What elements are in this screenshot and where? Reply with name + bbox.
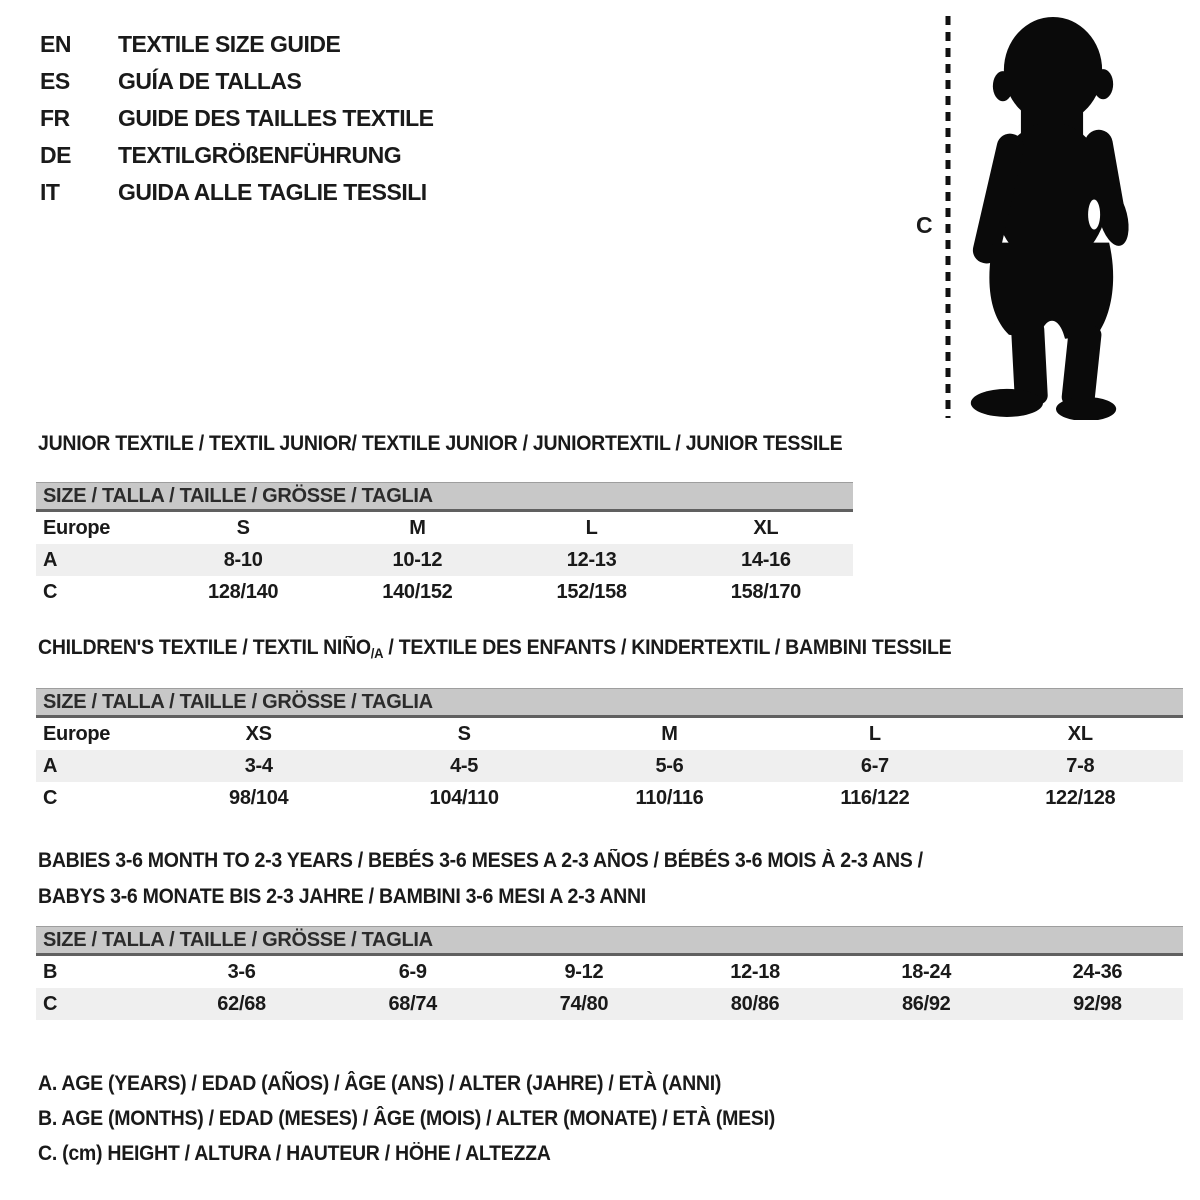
months-cell: 24-36 [1072, 960, 1123, 983]
age-cell: 6-7 [860, 754, 889, 777]
size-cell: XL [1067, 722, 1093, 745]
height-cell: 68/74 [388, 992, 438, 1015]
height-cell: 128/140 [208, 580, 279, 603]
row-label: Europe [43, 516, 111, 539]
language-code: EN [40, 31, 71, 57]
size-cell: L [868, 722, 881, 745]
language-row [40, 100, 434, 137]
babies-section-heading [38, 843, 923, 915]
size-cell: L [585, 516, 598, 539]
children-heading-text: CHILDREN'S TEXTILE / TEXTIL NIÑO [38, 636, 371, 659]
height-label-c: C [916, 212, 933, 238]
months-cell: 6-9 [398, 960, 427, 983]
height-cell: 74/80 [559, 992, 609, 1015]
table-row-height [36, 782, 1183, 814]
age-cell: 14-16 [741, 548, 791, 571]
language-title: TEXTILGRÖßENFÜHRUNG [118, 142, 402, 168]
table-row-age [36, 544, 853, 576]
height-cell: 86/92 [901, 992, 951, 1015]
age-cell: 4-5 [450, 754, 479, 777]
babies-table-header: SIZE / TALLA / TAILLE / GRÖSSE / TAGLIA [36, 926, 1183, 956]
row-label: A [43, 754, 58, 777]
months-cell: 3-6 [227, 960, 256, 983]
age-cell: 3-4 [244, 754, 273, 777]
age-cell: 5-6 [655, 754, 684, 777]
height-cell: 116/122 [840, 786, 910, 809]
height-cell: 140/152 [382, 580, 453, 603]
size-cell: S [236, 516, 250, 539]
legend-note-b: B. AGE (MONTHS) / EDAD (MESES) / ÂGE (MOIS) / ALTER (MONATE) / ETÀ (MESI) [38, 1107, 775, 1130]
children-table-header: SIZE / TALLA / TAILLE / GRÖSSE / TAGLIA [36, 688, 1183, 718]
children-size-table [36, 688, 1183, 814]
age-cell: 12-13 [566, 548, 617, 571]
table-row-europe [36, 512, 853, 544]
height-cell: 62/68 [217, 992, 266, 1015]
height-measure-line [944, 14, 952, 425]
table-row-months [36, 956, 1183, 988]
row-label: C [43, 992, 58, 1015]
babies-heading-line1: BABIES 3-6 MONTH TO 2-3 YEARS / BEBÉS 3-6 MESES A 2-3 AÑOS / BÉBÉS 3-6 MOIS À 2-3 ANS / [38, 849, 923, 872]
babies-size-table [36, 926, 1183, 1020]
table-row-height [36, 576, 853, 608]
months-cell: 9-12 [564, 960, 604, 983]
language-title-block [40, 26, 434, 211]
language-title: GUIDA ALLE TAGLIE TESSILI [118, 179, 427, 205]
age-cell: 7-8 [1066, 754, 1095, 777]
table-row-height [36, 988, 1183, 1020]
size-cell: M [409, 516, 426, 539]
language-code: FR [40, 105, 70, 131]
language-code: IT [40, 179, 60, 205]
height-cell: 110/116 [635, 786, 704, 809]
language-row [40, 26, 434, 63]
language-row [40, 137, 434, 174]
junior-size-table [36, 482, 853, 608]
table-row-europe [36, 718, 1183, 750]
language-code: ES [40, 68, 70, 94]
children-heading-subscript: /A [370, 645, 384, 661]
row-label: B [43, 960, 58, 983]
toddler-silhouette-icon [962, 14, 1140, 425]
language-title: GUIDE DES TAILLES TEXTILE [118, 105, 434, 131]
age-cell: 8-10 [223, 548, 263, 571]
row-label: A [43, 548, 58, 571]
legend-notes [38, 1066, 830, 1171]
height-cell: 158/170 [730, 580, 801, 603]
language-code: DE [40, 142, 71, 168]
language-title: GUÍA DE TALLAS [118, 68, 302, 94]
size-cell: S [457, 722, 471, 745]
row-label: C [43, 580, 58, 603]
height-cell: 98/104 [229, 786, 289, 809]
row-label: Europe [43, 722, 111, 745]
height-cell: 122/128 [1045, 786, 1116, 809]
size-cell: XL [753, 516, 779, 539]
months-cell: 18-24 [901, 960, 952, 983]
legend-note-c: C. (cm) HEIGHT / ALTURA / HAUTEUR / HÖHE / ALTEZZA [38, 1142, 551, 1165]
junior-table-header: SIZE / TALLA / TAILLE / GRÖSSE / TAGLIA [36, 482, 853, 512]
junior-section-heading: JUNIOR TEXTILE / TEXTIL JUNIOR/ TEXTILE JUNIOR / JUNIORTEXTIL / JUNIOR TESSILE [38, 432, 843, 455]
language-row [40, 63, 434, 100]
language-title: TEXTILE SIZE GUIDE [118, 31, 341, 57]
height-figure [900, 12, 1162, 424]
row-label: C [43, 786, 58, 809]
age-cell: 10-12 [392, 548, 443, 571]
height-cell: 104/110 [429, 786, 499, 809]
legend-note-a: A. AGE (YEARS) / EDAD (AÑOS) / ÂGE (ANS) / ALTER (JAHRE) / ETÀ (ANNI) [38, 1072, 722, 1095]
height-cell: 92/98 [1073, 992, 1122, 1015]
table-row-age [36, 750, 1183, 782]
size-cell: M [661, 722, 678, 745]
children-section-heading [38, 636, 951, 660]
height-cell: 80/86 [730, 992, 780, 1015]
babies-heading-line2: BABYS 3-6 MONATE BIS 2-3 JAHRE / BAMBINI 3-6 MESI A 2-3 ANNI [38, 885, 646, 908]
language-row [40, 174, 434, 211]
height-cell: 152/158 [556, 580, 627, 603]
children-heading-text: / TEXTILE DES ENFANTS / KINDERTEXTIL / BAMBINI TESSILE [383, 636, 952, 659]
months-cell: 12-18 [730, 960, 780, 983]
size-cell: XS [245, 722, 272, 745]
